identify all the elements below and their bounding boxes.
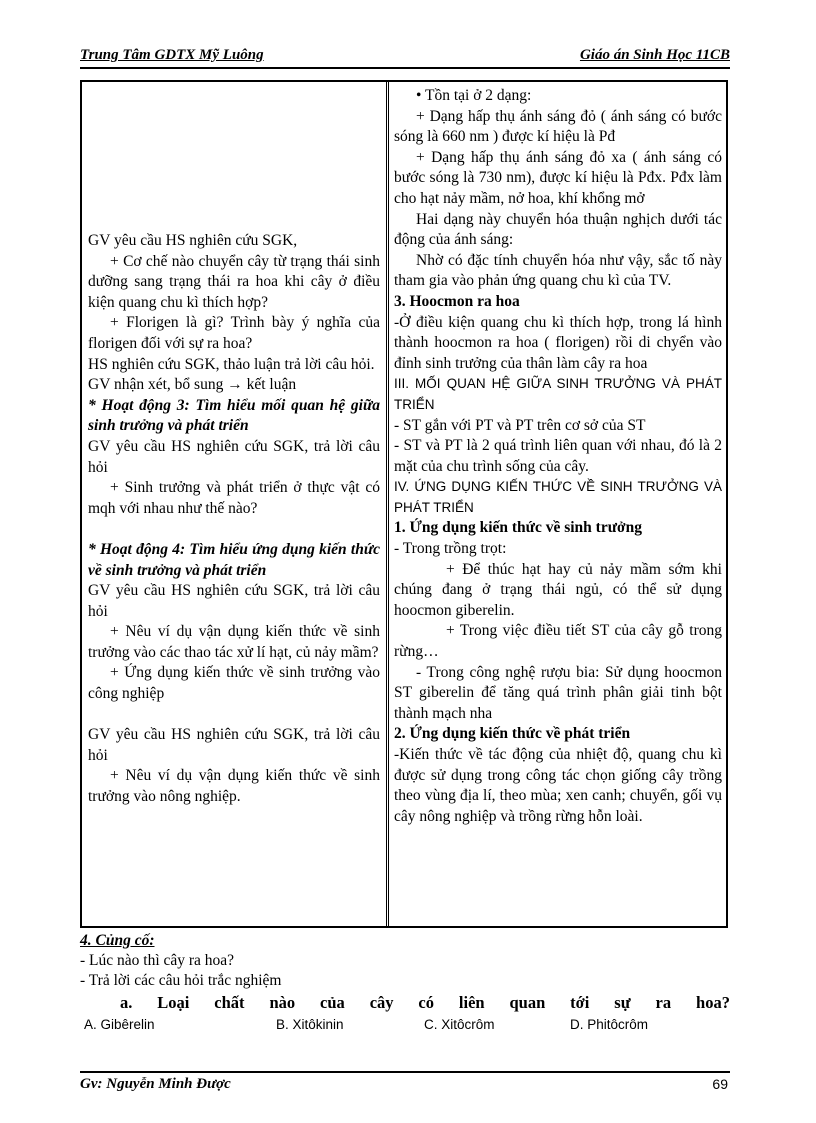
question-word: Loại bbox=[157, 993, 190, 1012]
consolidation-line: - Lúc nào thì cây ra hoa? bbox=[80, 952, 235, 969]
question-word: cây bbox=[369, 993, 394, 1012]
text-line: -Ở điều kiện quang chu kì thích hợp, trong lá hình thành hoocmon ra hoa ( florigen) rồi di chyển vào đỉnh sinh trưởng của thân làm cây ra hoa bbox=[394, 313, 722, 372]
option-a: A. Gibêrelin bbox=[84, 1017, 155, 1032]
text-line: - Trong công nghệ rượu bia: Sử dụng hoocmon ST giberelin để tăng quá trình phân giải tinh bột thành mạch nha bbox=[394, 663, 722, 722]
question-word: tới bbox=[570, 993, 590, 1012]
text-line: + Dạng hấp thụ ánh sáng đỏ ( ánh sáng có bước sóng là 660 nm ) được kí hiệu là Pđ bbox=[394, 107, 722, 146]
question-word: của bbox=[320, 993, 345, 1012]
question-word: sự bbox=[614, 993, 631, 1012]
text-line: + Trong việc điều tiết ST của cây gỗ trong rừng… bbox=[394, 622, 722, 661]
text-line: 1. Ứng dụng kiến thức về sinh trưởng bbox=[394, 519, 642, 537]
lesson-table bbox=[80, 80, 728, 928]
header-school: Trung Tâm GDTX Mỹ Luông bbox=[80, 47, 264, 63]
footer-teacher: Gv: Nguyễn Minh Được bbox=[80, 1076, 231, 1092]
text-line: - ST và PT là 2 quá trình liên quan với nhau, đó là 2 mặt của chu trình sống của cây. bbox=[394, 437, 722, 475]
question-word: nào bbox=[269, 993, 296, 1012]
text-line: + Cơ chế nào chuyển cây từ trạng thái sinh dưỡng sang trạng thái ra hoa khi cây ở điều kiện quang chu kì thích hợp? bbox=[88, 252, 380, 311]
text-line: GV yêu cầu HS nghiên cứu SGK, trả lời câu hỏi bbox=[88, 726, 380, 764]
question-word: a. bbox=[120, 993, 133, 1012]
text-line: + Ứng dụng kiến thức về sinh trưởng vào công nghiệp bbox=[88, 664, 380, 703]
text-line: + Sinh trưởng và phát triển ở thực vật có mqh với nhau như thế nào? bbox=[88, 479, 380, 517]
text-line: Hai dạng này chuyển hóa thuận nghịch dưới tác động của ánh sáng: bbox=[394, 210, 722, 249]
consolidation-section bbox=[80, 931, 730, 1033]
text-line: GV yêu cầu HS nghiên cứu SGK, bbox=[88, 232, 298, 249]
text-line: III. MỐI QUAN HỆ GIỮA SINH TRƯỞNG VÀ PHÁT TRIỂN bbox=[394, 376, 722, 412]
text-line: -Kiến thức về tác động của nhiệt độ, quang chu kì được sử dụng trong công tác chọn giống cây trồng theo vùng địa lí, theo mùa; xen canh; chuyển, gối vụ cây nông nghiệp và trồng rừng hỗn loài. bbox=[394, 746, 722, 825]
text-line: • Tồn tại ở 2 dạng: bbox=[416, 87, 532, 104]
column-divider bbox=[386, 82, 389, 926]
text-line: + Nêu ví dụ vận dụng kiến thức về sinh trưởng vào nông nghiệp. bbox=[88, 767, 380, 806]
question-word: có bbox=[418, 993, 434, 1012]
option-c: C. Xitôcrôm bbox=[424, 1017, 495, 1032]
text-line: + Florigen là gì? Trình bày ý nghĩa của florigen đối với sự ra hoa? bbox=[88, 314, 380, 352]
teacher-activity-column bbox=[88, 231, 380, 808]
text-line: HS nghiên cứu SGK, thảo luận trả lời câu hỏi. bbox=[88, 355, 375, 373]
header-subject: Giáo án Sinh Học 11CB bbox=[579, 47, 730, 63]
question-word: ra bbox=[655, 993, 672, 1012]
header-rule bbox=[80, 67, 730, 69]
text-line: Nhờ có đặc tính chuyển hóa như vậy, sắc tố này tham gia vào phản ứng quang chu kì của TV. bbox=[394, 251, 722, 290]
text-line: - Trong trồng trọt: bbox=[394, 540, 507, 558]
page-header bbox=[80, 47, 730, 67]
footer-rule bbox=[80, 1071, 730, 1073]
text-line: + Để thúc hạt hay củ nảy mầm sớm khi chúng đang ở trạng thái ngủ, có thể sử dụng hoocmon giberelin. bbox=[394, 560, 722, 619]
page-footer bbox=[80, 1076, 730, 1093]
quiz-options bbox=[80, 1013, 730, 1033]
option-b: B. Xitôkinin bbox=[276, 1017, 344, 1032]
text-line: GV yêu cầu HS nghiên cứu SGK, trả lời câu hỏi bbox=[88, 437, 380, 476]
question-word: hoa? bbox=[696, 993, 730, 1012]
text-line: - ST gắn với PT và PT trên cơ sở của ST bbox=[394, 416, 646, 434]
text-line: * Hoạt động 3: Tìm hiểu mối quan hệ giữa sinh trưởng và phát triển bbox=[88, 396, 380, 435]
question-word: liên bbox=[458, 993, 485, 1012]
question-word: chất bbox=[214, 993, 245, 1012]
consolidation-title: 4. Củng cố: bbox=[80, 932, 155, 949]
text-line: 2. Ứng dụng kiến thức về phát triển bbox=[394, 725, 631, 743]
content-column bbox=[394, 86, 722, 827]
option-d: D. Phitôcrôm bbox=[570, 1017, 649, 1032]
spacer bbox=[88, 705, 380, 726]
consolidation-line: - Trả lời các câu hỏi trắc nghiệm bbox=[80, 972, 282, 989]
text-line: * Hoạt động 4: Tìm hiểu ứng dụng kiến thức về sinh trưởng và phát triển bbox=[88, 540, 380, 579]
text-line: GV yêu cầu HS nghiên cứu SGK, trả lời câu hỏi bbox=[88, 582, 380, 620]
page-number: 69 bbox=[712, 1076, 728, 1092]
text-line: + Nêu ví dụ vận dụng kiến thức về sinh trưởng vào các thao tác xử lí hạt, củ nảy mầm? bbox=[88, 623, 380, 661]
quiz-question bbox=[80, 993, 730, 1013]
question-word: quan bbox=[509, 993, 546, 1012]
text-line: + Dạng hấp thụ ánh sáng đỏ xa ( ánh sáng có bước sóng là 730 nm), được kí hiệu là Pđx. Pđx làm cho hạt nảy mầm, nở hoa, khí khổng mở bbox=[394, 148, 722, 207]
text-line: 3. Hoocmon ra hoa bbox=[394, 292, 520, 310]
text-line: GV nhận xét, bổ sung → kết luận bbox=[88, 376, 297, 394]
text-line: IV. ỨNG DỤNG KIẾN THỨC VỀ SINH TRƯỞNG VÀ PHÁT TRIỂN bbox=[394, 479, 722, 515]
spacer bbox=[88, 519, 380, 540]
